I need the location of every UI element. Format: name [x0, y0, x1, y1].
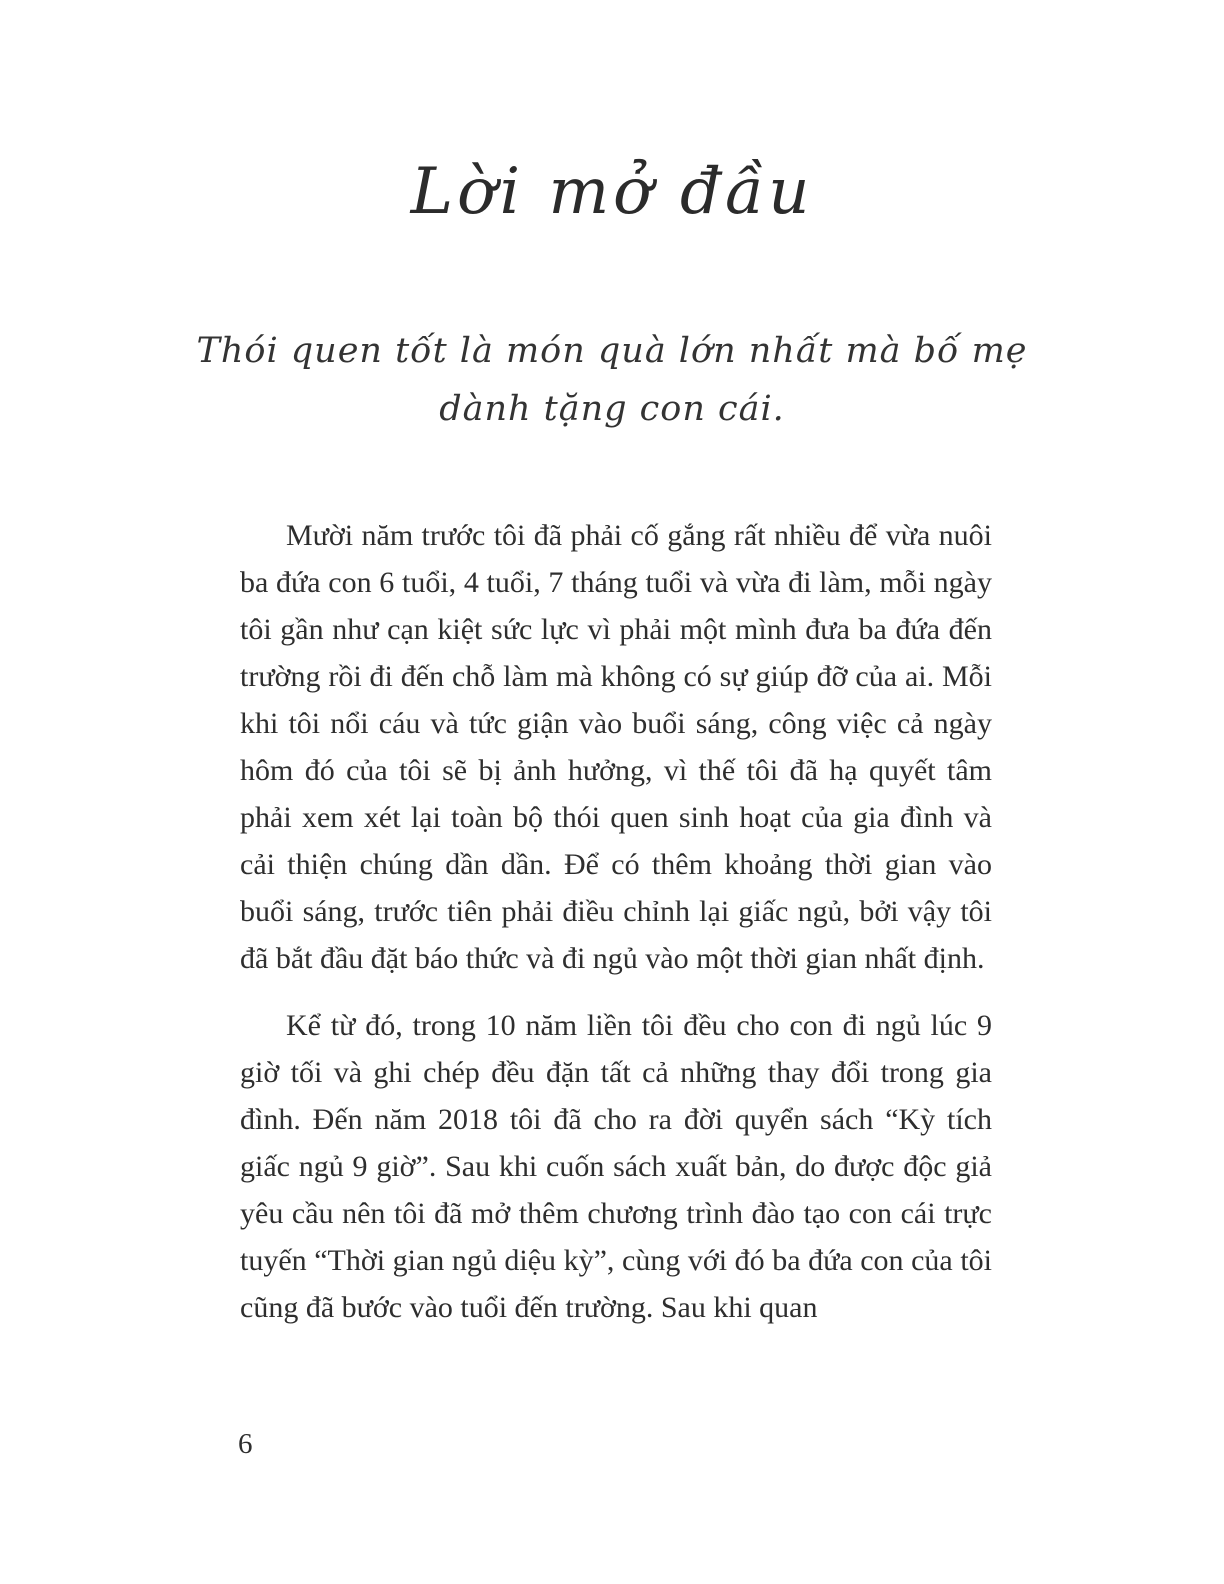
page-number: 6 [238, 1428, 253, 1460]
epigraph [162, 322, 1062, 438]
chapter-title: Lời mở đầu [410, 155, 814, 229]
paragraph: Kể từ đó, trong 10 năm liền tôi đều cho con đi ngủ lúc 9 giờ tối và ghi chép đều đặn tất cả những thay đổi trong gia đình. Đến năm 2018 tôi đã cho ra đời quyển sách “Kỳ tích giấc ngủ 9 giờ”. Sau khi cuốn sách xuất bản, do được độc giả yêu cầu nên tôi đã mở thêm chương trình đào tạo con cái trực tuyến “Thời gian ngủ diệu kỳ”, cùng với đó ba đứa con của tôi cũng đã bước vào tuổi đến trường. Sau khi quan [240, 1009, 992, 1324]
epigraph-line-2: dành tặng con cái. [439, 389, 785, 429]
paragraph: Mười năm trước tôi đã phải cố gắng rất nhiều để vừa nuôi ba đứa con 6 tuổi, 4 tuổi, 7 tháng tuổi và vừa đi làm, mỗi ngày tôi gần như cạn kiệt sức lực vì phải một mình đưa ba đứa đến trường rồi đi đến chỗ làm mà không có sự giúp đỡ của ai. Mỗi khi tôi nổi cáu và tức giận vào buổi sáng, công việc cả ngày hôm đó của tôi sẽ bị ảnh hưởng, vì thế tôi đã hạ quyết tâm phải xem xét lại toàn bộ thói quen sinh hoạt của gia đình và cải thiện chúng dần dần. Để có thêm khoảng thời gian vào buổi sáng, trước tiên phải điều chỉnh lại giấc ngủ, bởi vậy tôi đã bắt đầu đặt báo thức và đi ngủ vào một thời gian nhất định. [240, 519, 992, 975]
body-text [240, 512, 992, 1351]
epigraph-line-1: Thói quen tốt là món quà lớn nhất mà bố mẹ [196, 331, 1028, 371]
